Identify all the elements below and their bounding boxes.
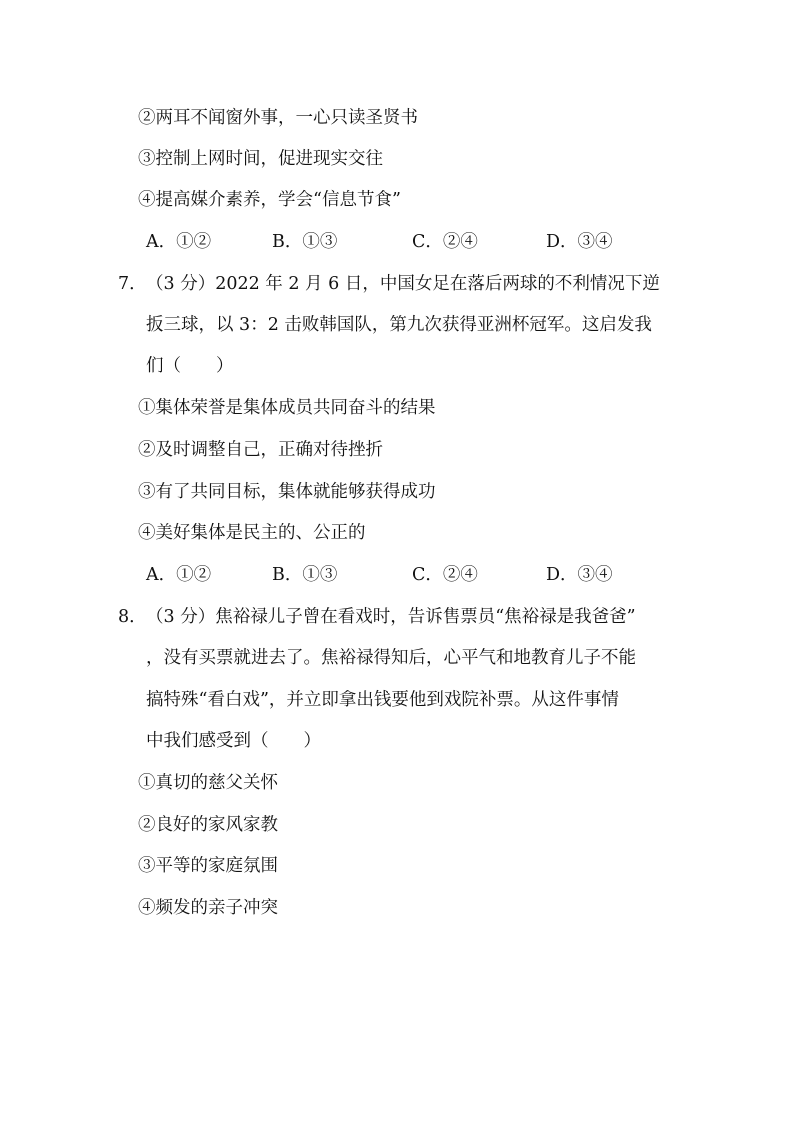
q8-item-1: ①真切的慈父关怀 — [138, 773, 278, 793]
q6-option-c: C．②④ — [412, 232, 478, 252]
q8-stem-line-3: 搞特殊“看白戏”，并立即拿出钱要他到戏院补票。从这件事情 — [146, 690, 619, 710]
q7-stem-line-3: 们（ ） — [146, 356, 234, 376]
q6-option-d: D．③④ — [546, 232, 613, 252]
q7-option-b: B．①③ — [272, 565, 338, 585]
q7-item-1: ①集体荣誉是集体成员共同奋斗的结果 — [138, 398, 436, 418]
q7-stem-line-1: （3 分）2022 年 2 月 6 日，中国女足在落后两球的不利情况下逆 — [146, 274, 660, 294]
q6-item-2: ②两耳不闻窗外事，一心只读圣贤书 — [138, 108, 418, 128]
q6-item-3: ③控制上网时间，促进现实交往 — [138, 149, 383, 169]
q8-stem-line-2: ，没有买票就进去了。焦裕禄得知后，心平气和地教育儿子不能 — [146, 648, 636, 668]
q6-option-a: A．①② — [146, 232, 212, 252]
q7-options — [146, 563, 666, 587]
q8-item-2: ②良好的家风家教 — [138, 815, 278, 835]
q8-item-3: ③平等的家庭氛围 — [138, 856, 278, 876]
q7-option-d: D．③④ — [546, 565, 613, 585]
q8-stem-line-1: （3 分）焦裕禄儿子曾在看戏时，告诉售票员“焦裕禄是我爸爸” — [146, 607, 636, 627]
q7-option-c: C．②④ — [412, 565, 478, 585]
q7-stem-line-2: 扳三球，以 3：2 击败韩国队，第九次获得亚洲杯冠军。这启发我 — [146, 315, 652, 335]
q8-item-4: ④频发的亲子冲突 — [138, 898, 278, 918]
q7-option-a: A．①② — [146, 565, 212, 585]
q6-item-4: ④提高媒介素养，学会“信息节食” — [138, 190, 401, 210]
q6-option-b: B．①③ — [272, 232, 338, 252]
q8-stem-line-4: 中我们感受到（ ） — [146, 731, 321, 751]
q6-options — [146, 230, 666, 254]
q7-item-2: ②及时调整自己，正确对待挫折 — [138, 440, 383, 460]
q7-item-4: ④美好集体是民主的、公正的 — [138, 523, 366, 543]
q7-number: 7． — [118, 274, 147, 294]
q8-number: 8． — [118, 607, 147, 627]
q7-item-3: ③有了共同目标，集体就能够获得成功 — [138, 482, 436, 502]
